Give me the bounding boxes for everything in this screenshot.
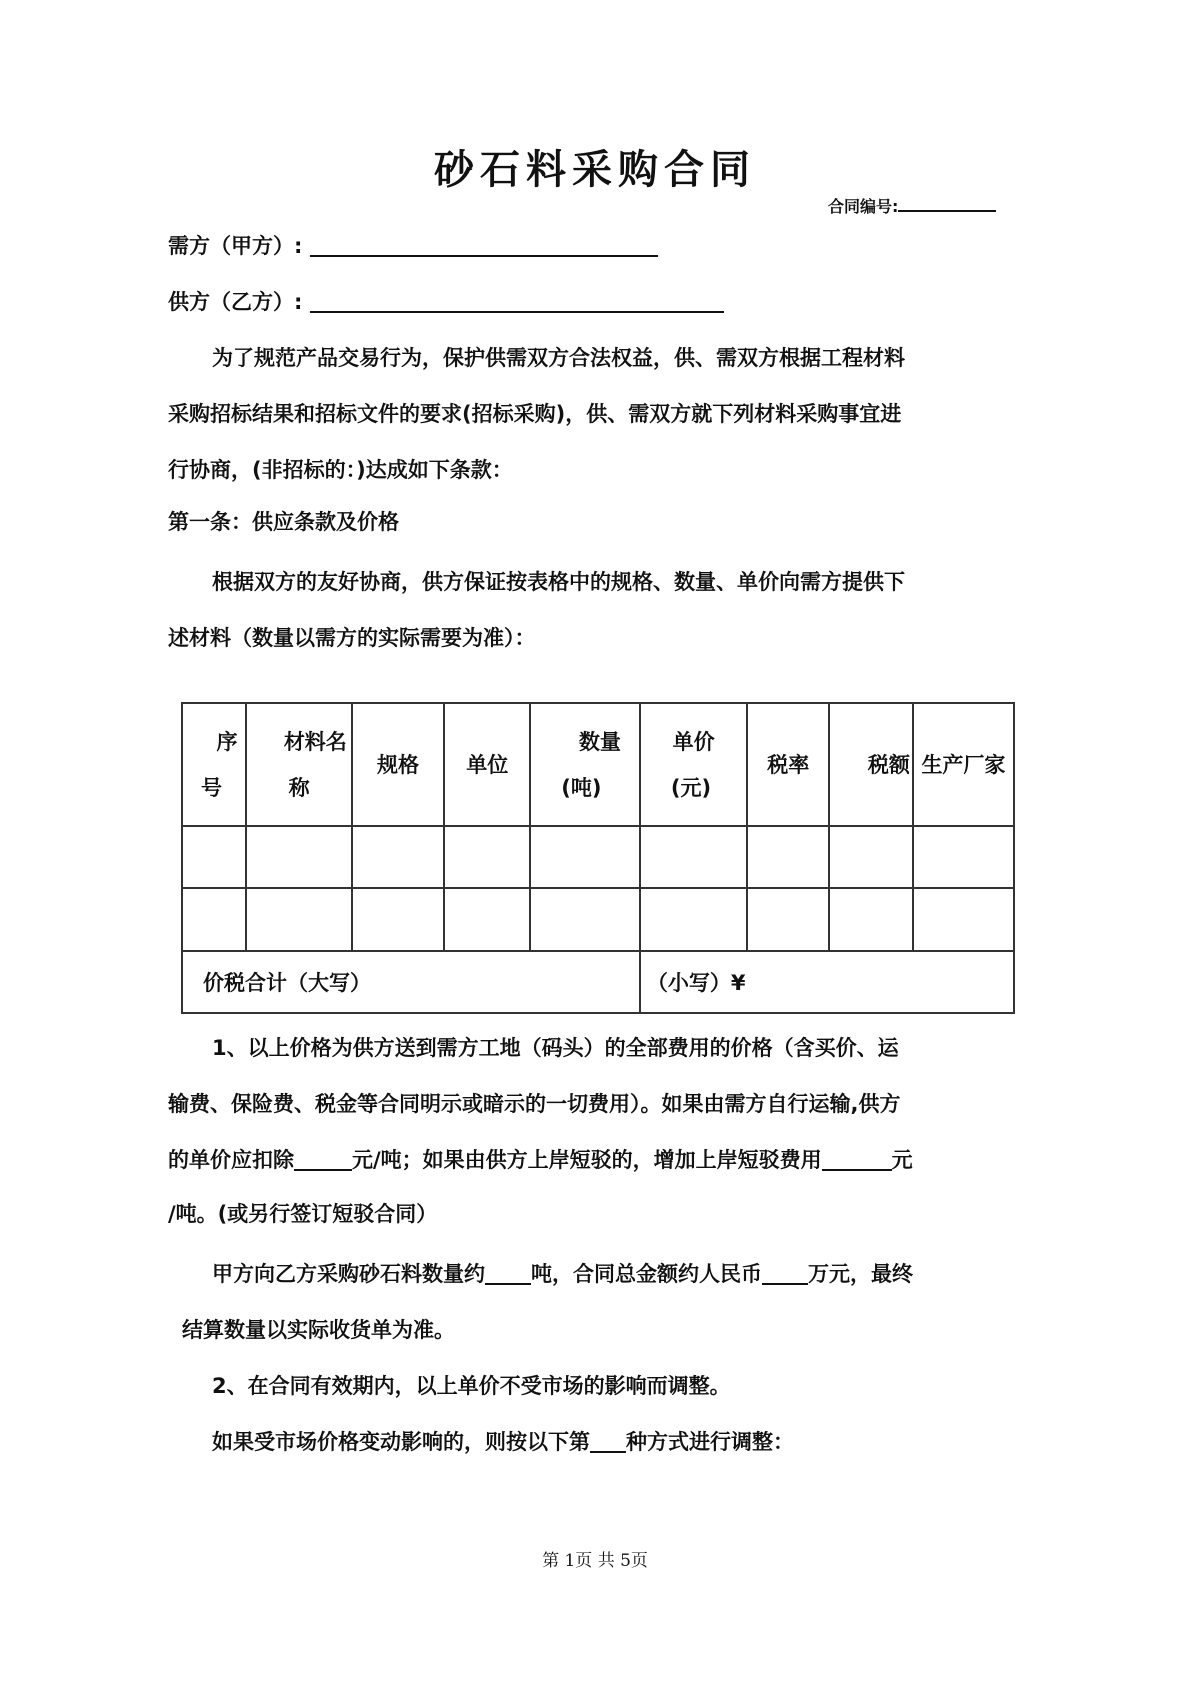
- header-manufacturer: 生产厂家: [913, 703, 1014, 826]
- clause1-line-1: 1、以上价格为供方送到需方工地（码头）的全部费用的价格（含买价、运: [212, 1036, 899, 1060]
- article1-line-1: 根据双方的友好协商，供方保证按表格中的规格、数量、单价向需方提供下: [212, 570, 905, 594]
- table-header-row: [182, 703, 1014, 826]
- header-material-name: 材料名 称: [246, 703, 351, 826]
- intro-line-3: 行协商，(非招标的：)达成如下条款：: [168, 458, 513, 482]
- clause2-line: 2、在合同有效期内，以上单价不受市场的影响而调整。: [212, 1374, 731, 1398]
- contract-number: [828, 194, 996, 217]
- header-seq: 序 号: [182, 703, 246, 826]
- table-total-row: [182, 951, 1014, 1013]
- barge-fee-blank[interactable]: [822, 1147, 892, 1171]
- document-title: 砂石料采购合同: [434, 147, 756, 193]
- header-unit: 单位: [444, 703, 530, 826]
- clause1-line-3: 的单价应扣除 元/吨；如果由供方上岸短驳的，增加上岸短驳费用 元: [168, 1148, 913, 1172]
- total-upper[interactable]: 价税合计（大写）: [182, 951, 640, 1013]
- article1-title: 第一条：供应条款及价格: [168, 510, 399, 534]
- materials-table: [181, 702, 1015, 1014]
- qty-line-1: 甲方向乙方采购砂石料数量约 吨，合同总金额约人民币 万元，最终: [212, 1262, 913, 1286]
- deduct-price-blank[interactable]: [294, 1147, 352, 1171]
- seller-line: [168, 286, 724, 316]
- clause2-adjust-line: 如果受市场价格变动影响的，则按以下第 种方式进行调整：: [212, 1430, 794, 1454]
- amount-blank[interactable]: [762, 1261, 808, 1285]
- page-footer: 第 1页 共 5页: [542, 1551, 648, 1571]
- clause1-line-2: 输费、保险费、税金等合同明示或暗示的一切费用）。如果由需方自行运输,供方: [168, 1092, 901, 1116]
- qty-line-2: 结算数量以实际收货单为准。: [182, 1318, 455, 1342]
- buyer-label: 需方（甲方）:: [168, 234, 303, 258]
- table-row: [182, 826, 1014, 888]
- table-row: [182, 888, 1014, 950]
- header-spec: 规格: [352, 703, 444, 826]
- contract-number-blank[interactable]: [898, 194, 996, 212]
- quantity-blank[interactable]: [485, 1261, 531, 1285]
- seller-label: 供方（乙方）:: [168, 290, 303, 314]
- intro-line-1: 为了规范产品交易行为，保护供需双方合法权益，供、需双方根据工程材料: [212, 346, 905, 370]
- seller-blank[interactable]: [310, 289, 724, 313]
- clause1-line-4: /吨。(或另行签订短驳合同）: [168, 1202, 438, 1226]
- header-tax-amount: 税额: [829, 703, 913, 826]
- article1-line-2: 述材料（数量以需方的实际需要为准）：: [168, 626, 536, 650]
- header-tax-rate: 税率: [747, 703, 829, 826]
- total-lower[interactable]: （小写）¥: [640, 951, 1014, 1013]
- buyer-blank[interactable]: [310, 233, 658, 257]
- buyer-line: [168, 230, 658, 260]
- header-quantity: 数量 (吨): [530, 703, 640, 826]
- adjust-method-blank[interactable]: [590, 1429, 626, 1453]
- intro-line-2: 采购招标结果和招标文件的要求(招标采购)，供、需双方就下列材料采购事宜进: [168, 402, 902, 426]
- contract-number-label: 合同编号:: [828, 197, 899, 216]
- header-unit-price: 单价 (元): [640, 703, 747, 826]
